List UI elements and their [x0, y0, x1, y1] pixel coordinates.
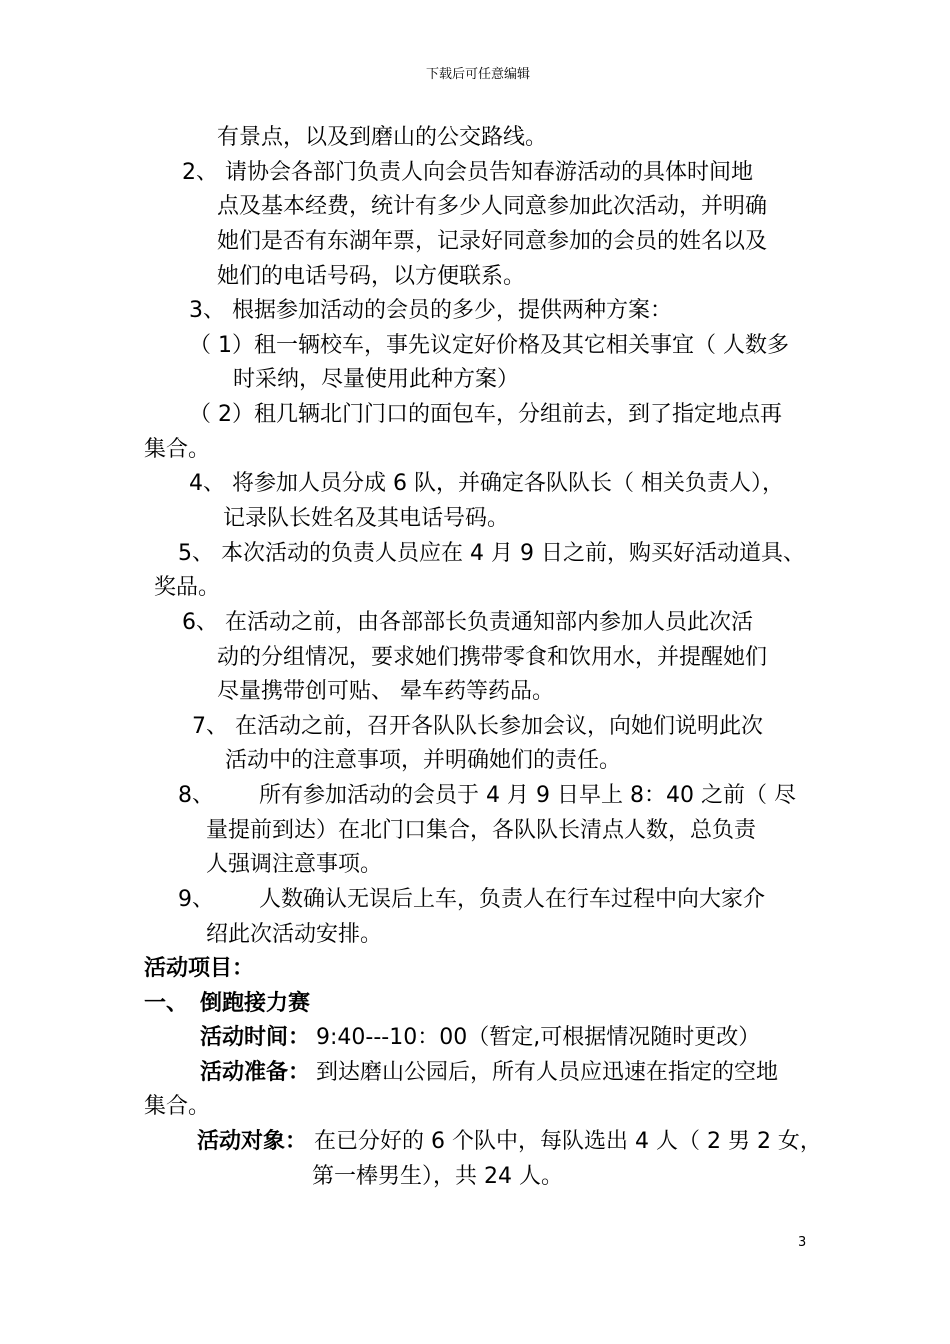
- text-line: 绍此次活动安排。: [206, 922, 383, 947]
- list-number-8: 8、: [178, 783, 214, 808]
- list-item-4: 4、 将参加人员分成 6 队，并确定各队队长（ 相关负责人），: [189, 471, 784, 496]
- list-item-8: 所有参加活动的会员于 4 月 9 日早上 8：40 之前（ 尽: [259, 783, 796, 808]
- option-1: （ 1）租一辆校车，事先议定好价格及其它相关事宜（ 人数多: [189, 333, 789, 358]
- text-line: 第一棒男生），共 24 人。: [312, 1164, 563, 1189]
- list-item-7: 7、 在活动之前，召开各队队长参加会议，向她们说明此次: [192, 714, 763, 739]
- page-header: 下载后可任意编辑: [426, 67, 531, 82]
- text-line: 她们的电话号码，以方便联系。: [217, 264, 526, 289]
- text-line: 活动中的注意事项，并明确她们的责任。: [225, 748, 622, 773]
- text-line: 动的分组情况，要求她们携带零食和饮用水，并提醒她们: [217, 645, 768, 670]
- list-item-6: 6、 在活动之前，由各部部长负责通知部内参加人员此次活: [182, 610, 753, 635]
- list-item-5: 5、 本次活动的负责人员应在 4 月 9 日之前，购买好活动道具、: [178, 541, 805, 566]
- activity-time-value: 9:40---10：00（暂定,可根据情况随时更改）: [316, 1025, 761, 1050]
- text-line: 奖品。: [154, 575, 221, 600]
- activity-prep-value: 到达磨山公园后，所有人员应迅速在指定的空地: [316, 1060, 779, 1085]
- text-line: 点及基本经费，统计有多少人同意参加此次活动，并明确: [217, 194, 768, 219]
- activity-title: 倒跑接力赛: [200, 991, 311, 1016]
- text-line: 人强调注意事项。: [206, 852, 383, 877]
- activity-prep-label: 活动准备：: [200, 1060, 311, 1085]
- activity-time-label: 活动时间：: [200, 1025, 311, 1050]
- list-item-2: 2、 请协会各部门负责人向会员告知春游活动的具体时间地: [182, 160, 753, 185]
- list-number-9: 9、: [178, 887, 214, 912]
- text-line: 尽量携带创可贴、 晕车药等药品。: [217, 679, 554, 704]
- text-line: 她们是否有东湖年票，记录好同意参加的会员的姓名以及: [217, 229, 768, 254]
- text-line: 集合。: [144, 437, 211, 462]
- activity-target-value: 在已分好的 6 个队中，每队选出 4 人（ 2 男 2 女，: [314, 1129, 822, 1154]
- option-2: （ 2）租几辆北门门口的面包车，分组前去，到了指定地点再: [189, 402, 782, 427]
- text-line: 集合。: [144, 1094, 211, 1119]
- list-item-3: 3、 根据参加活动的会员的多少，提供两种方案：: [189, 298, 672, 323]
- activity-target-label: 活动对象：: [197, 1129, 308, 1154]
- page-number: 3: [798, 1235, 807, 1250]
- list-item-9: 人数确认无误后上车，负责人在行车过程中向大家介: [259, 887, 766, 912]
- section-number: 一、: [144, 991, 189, 1016]
- text-line: 时采纳，尽量使用此种方案）: [233, 367, 520, 392]
- text-line: 量提前到达）在北门口集合，各队队长清点人数，总负责: [206, 818, 757, 843]
- section-heading: 活动项目：: [144, 956, 255, 981]
- text-line: 有景点，以及到磨山的公交路线。: [217, 125, 548, 150]
- text-line: 记录队长姓名及其电话号码。: [223, 506, 510, 531]
